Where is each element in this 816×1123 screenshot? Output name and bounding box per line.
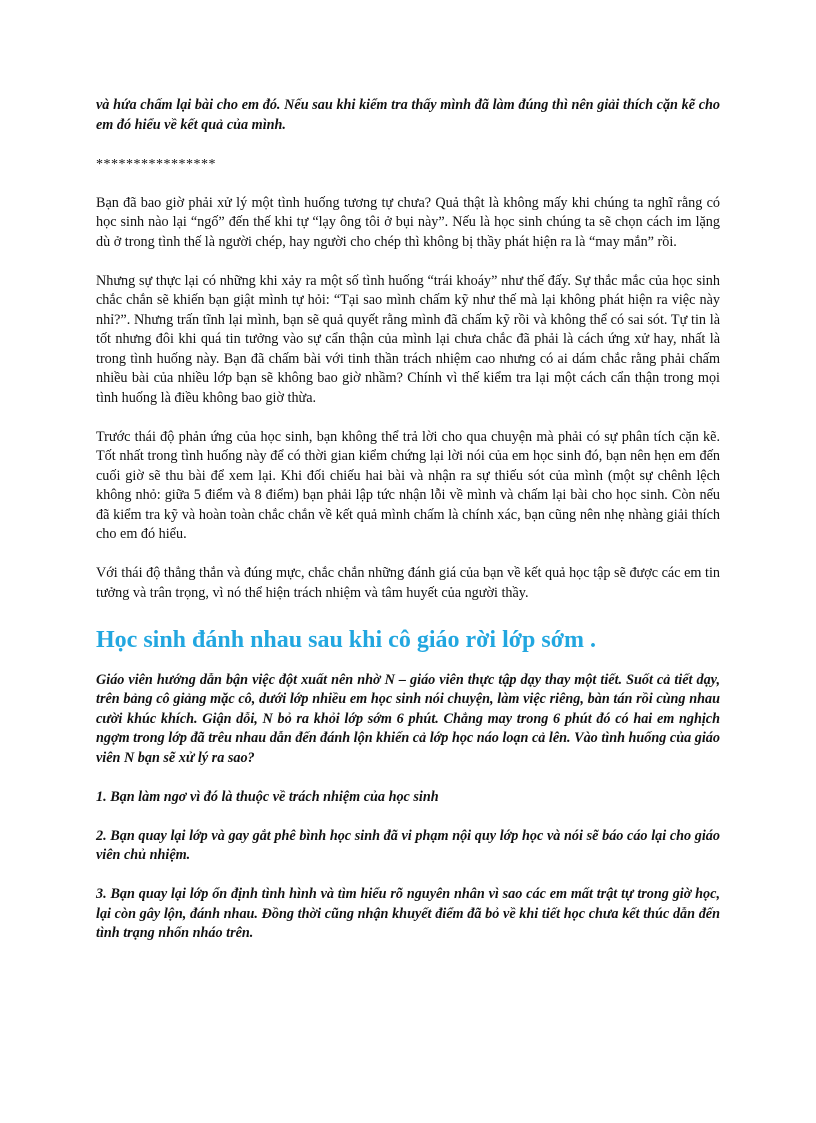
scenario-paragraph: Giáo viên hướng dẫn bận việc đột xuất nên nhờ N – giáo viên thực tập dạy thay một tiết. Suốt cả tiết dạy, trên bảng cô giảng mặc cô, dưới lớp nhiều em học sinh nói chuyện, làm việc riêng, bàn tán rồi cùng nhau cười khúc khích. Giận dỗi, N bỏ ra khỏi lớp sớm 6 phút. Chẳng may trong 6 phút đó có hai em nghịch ngợm trong lớp đã trêu nhau dẫn đến đánh lộn khiến cả lớp học náo loạn cả lên. Vào tình huống của giáo viên N bạn sẽ xử lý ra sao? [96,671,720,766]
body-paragraph-4: Với thái độ thẳng thắn và đúng mực, chắc chắn những đánh giá của bạn về kết quả học tập sẽ được các em tin tưởng và trân trọng, vì nó thể hiện trách nhiệm và tâm huyết của người thầy. [96,565,720,601]
separator: **************** [96,156,216,172]
body-paragraph-1: Bạn đã bao giờ phải xử lý một tình huống tương tự chưa? Quả thật là không mấy khi chúng ta nghĩ rằng có học sinh nào lại “ngố” đến thế khi tự “lạy ông tôi ở bụi này”. Nếu là học sinh chúng ta sẽ chọn cách im lặng dù ở trong tình thế là người chép, hay người cho chép thì không bị thầy phát hiện ra là “may mắn” rồi. [96,194,720,250]
option-3: 3. Bạn quay lại lớp ổn định tình hình và tìm hiểu rõ nguyên nhân vì sao các em mất trật tự trong giờ học, lại còn gây lộn, đánh nhau. Đồng thời cũng nhận khuyết điểm đã bỏ về khi tiết học chưa kết thúc dẫn đến tình trạng nhốn nháo trên. [96,886,720,941]
section-heading: Học sinh đánh nhau sau khi cô giáo rời lớp sớm . [96,626,597,653]
document-page [96,96,720,944]
intro-paragraph: và hứa chấm lại bài cho em đó. Nếu sau khi kiểm tra thấy mình đã làm đúng thì nên giải thích cặn kẽ cho em đó hiểu về kết quả của mình. [96,97,720,133]
option-2: 2. Bạn quay lại lớp và gay gắt phê bình học sinh đã vi phạm nội quy lớp học và nói sẽ báo cáo lại cho giáo viên chủ nhiệm. [96,827,720,863]
body-paragraph-2: Nhưng sự thực lại có những khi xảy ra một số tình huống “trái khoáy” như thế đấy. Sự thắc mắc của học sinh chắc chắn sẽ khiến bạn giật mình tự hỏi: “Tại sao mình chấm kỹ như thế mà lại không phát hiện ra việc này nhỉ?”. Nhưng trấn tĩnh lại mình, bạn sẽ quả quyết rằng mình đã chấm kỹ rồi và không thể có sai sót. Tự tin là tốt nhưng đôi khi quá tin tưởng vào sự cẩn thận của mình lại chưa chắc đã phải là cách ứng xử hay, nhất là trong tình huống này. Bạn đã chấm bài với tinh thần trách nhiệm cao nhưng có ai dám chắc rằng phải chấm nhiều bài của nhiều lớp bạn sẽ không bao giờ nhầm? Chính vì thế kiểm tra lại một cách cẩn thận trong mọi tình huống là điều không bao giờ thừa. [96,272,720,406]
body-paragraph-3: Trước thái độ phản ứng của học sinh, bạn không thể trả lời cho qua chuyện mà phải có sự phân tích cặn kẽ. Tốt nhất trong tình huống này để có thời gian kiểm chứng lại lời nói của em học sinh đó, bạn nên hẹn em đến cuối giờ sẽ thu bài để xem lại. Khi đối chiếu hai bài và nhận ra sự thiếu sót của mình (một sự chênh lệch không nhỏ: giữa 5 điểm và 8 điểm) bạn phải lập tức nhận lỗi về mình và chấm lại bài cho học sinh. Còn nếu đã kiểm tra kỹ và hoàn toàn chắc chắn về kết quả mình chấm là chính xác, bạn cũng nên nhẹ nhàng giải thích cho em đó hiểu. [96,428,720,542]
option-1: 1. Bạn làm ngơ vì đó là thuộc về trách nhiệm của học sinh [96,788,439,805]
